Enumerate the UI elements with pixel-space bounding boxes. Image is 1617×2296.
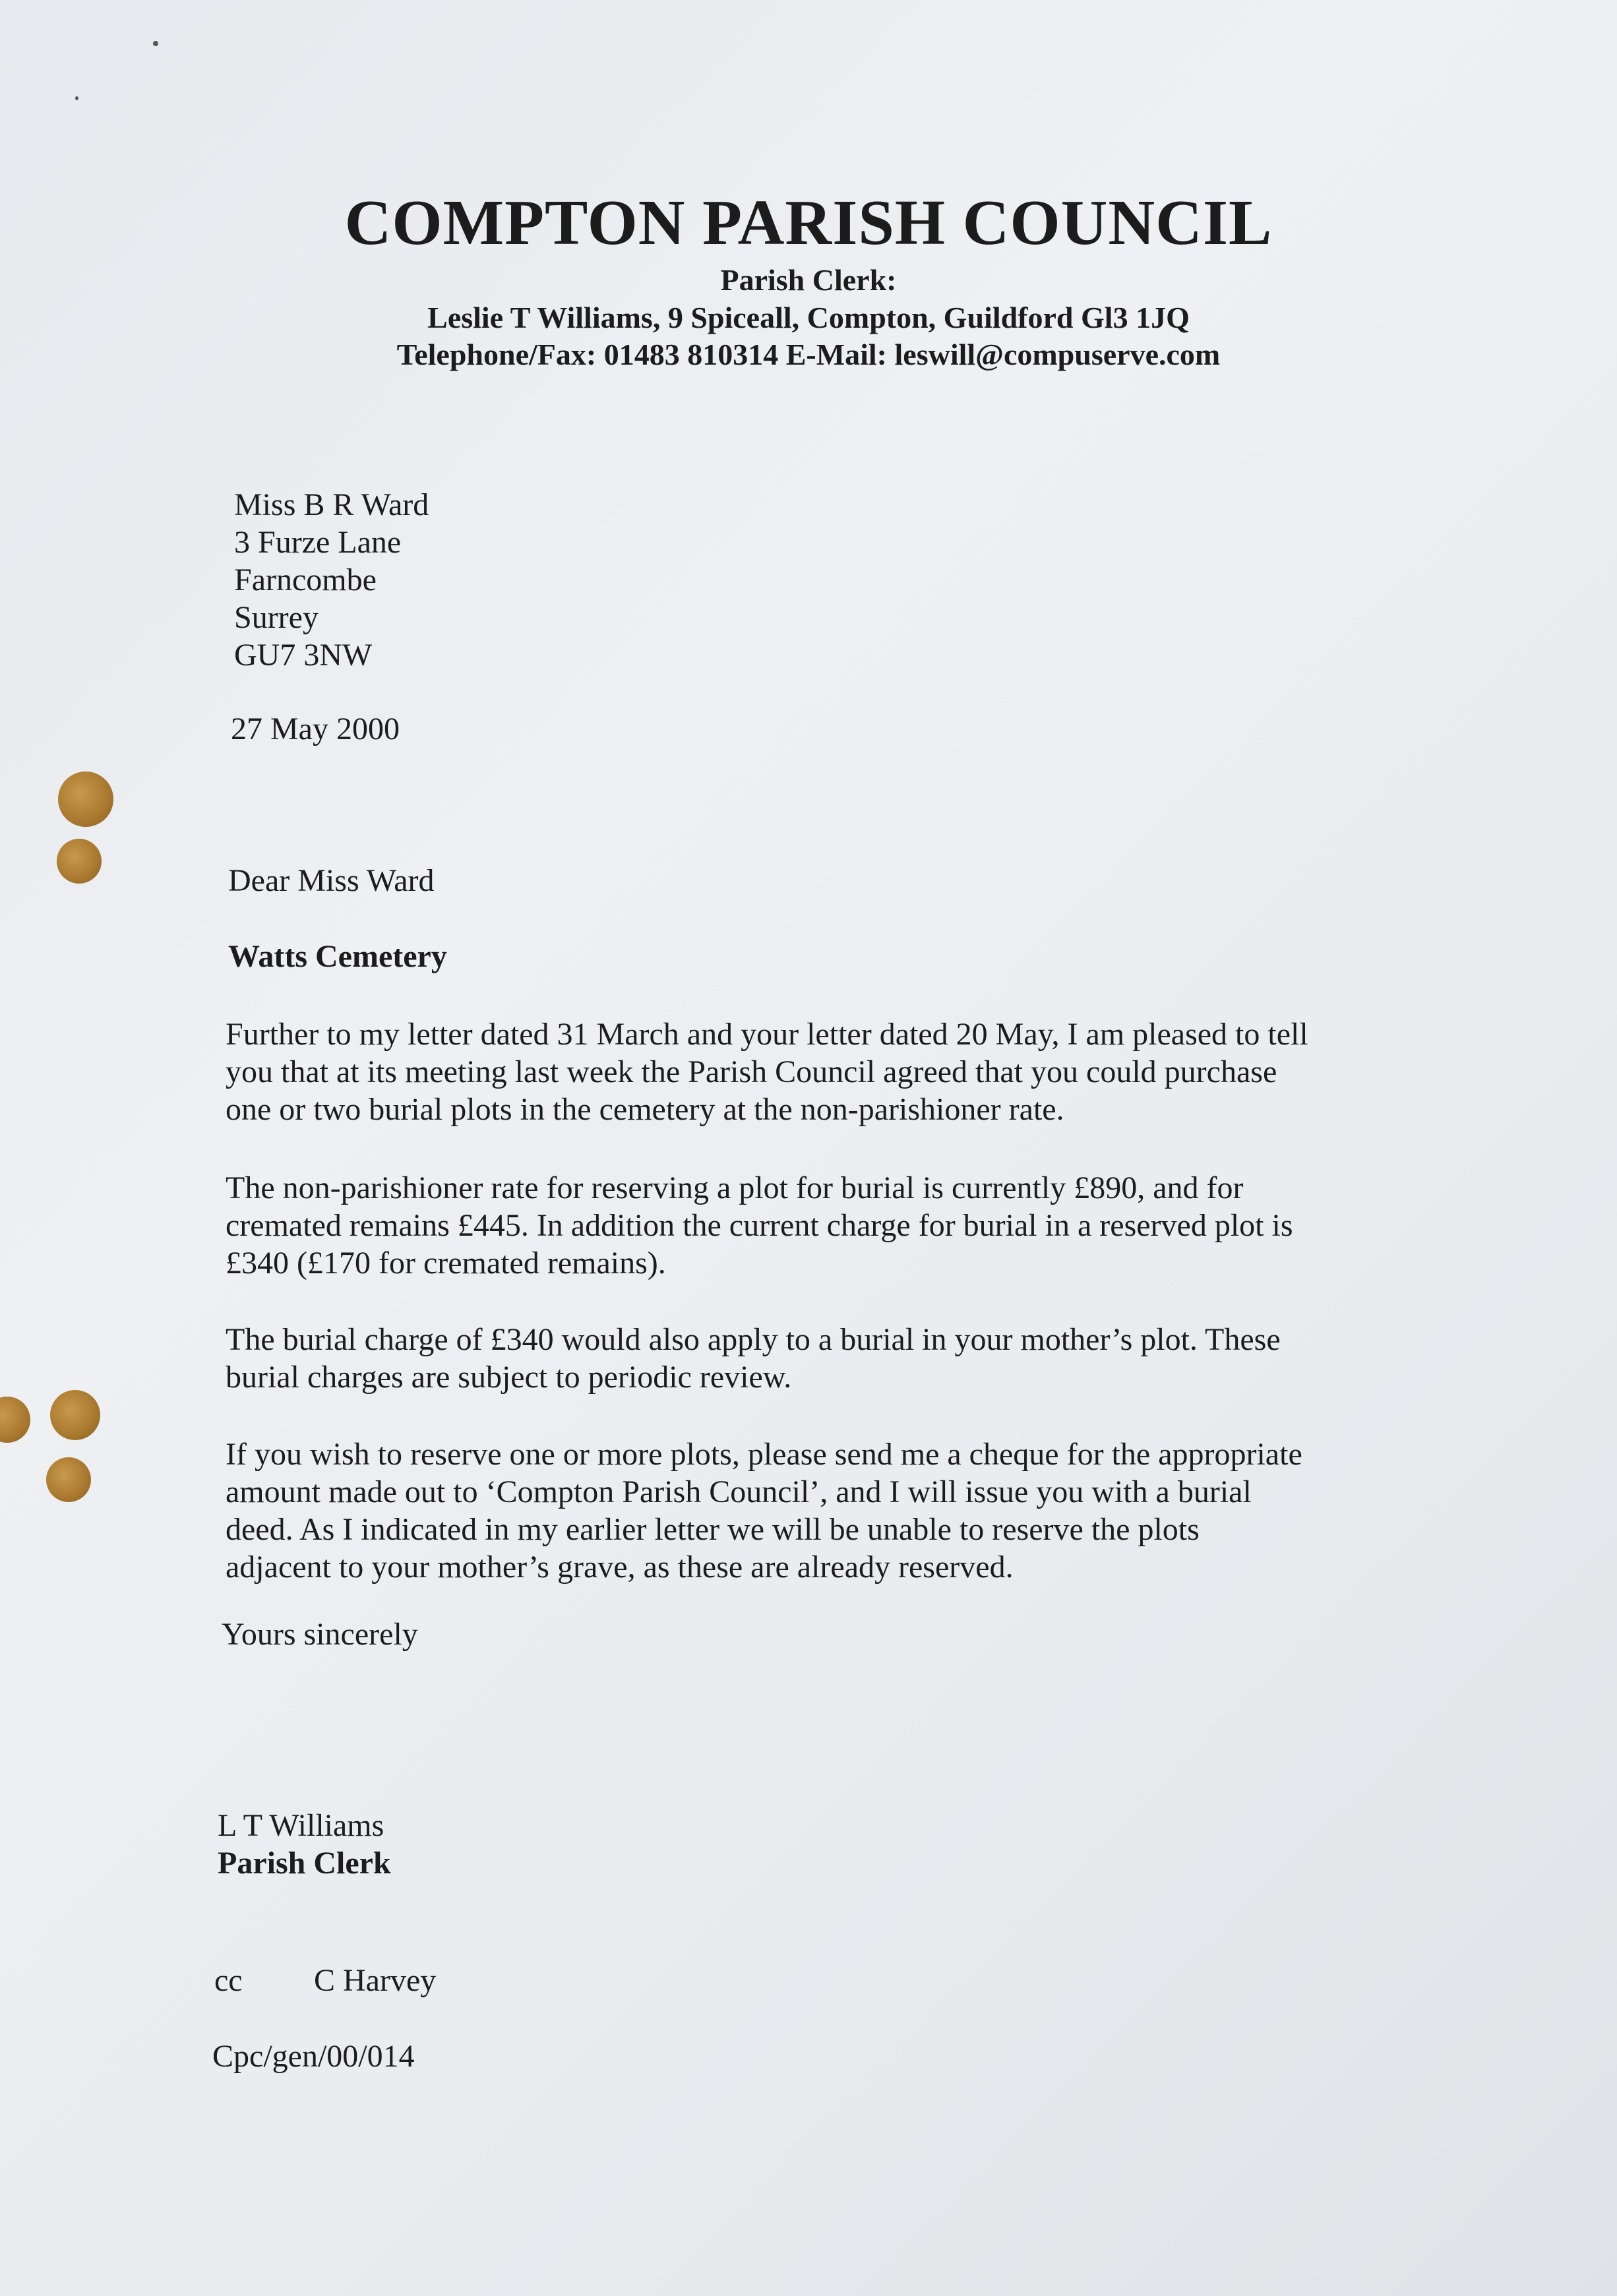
paragraph-line: £340 (£170 for cremated remains). xyxy=(226,1246,666,1281)
paragraph-line: deed. As I indicated in my earlier letter we will be unable to reserve the plots xyxy=(226,1512,1200,1547)
letter-date: 27 May 2000 xyxy=(231,711,400,746)
clerk-label: Parish Clerk: xyxy=(720,263,897,297)
body-paragraph xyxy=(226,1321,1432,1396)
punch-hole xyxy=(58,771,113,827)
paragraph-line: The non-parishioner rate for reserving a plot for burial is currently £890, and for xyxy=(226,1170,1244,1205)
paragraph-line: Further to my letter dated 31 March and your letter dated 20 May, I am pleased to tell xyxy=(226,1017,1308,1052)
cc-label: cc xyxy=(214,1963,243,1998)
recipient-address xyxy=(234,486,429,674)
salutation: Dear Miss Ward xyxy=(228,863,435,898)
paragraph-line: one or two burial plots in the cemetery at the non-parishioner rate. xyxy=(226,1092,1064,1127)
paragraph-line: cremated remains £445. In addition the current charge for burial in a reserved plot is xyxy=(226,1208,1293,1243)
paragraph-line: adjacent to your mother’s grave, as these are already reserved. xyxy=(226,1550,1014,1585)
clerk-address: Leslie T Williams, 9 Spiceall, Compton, Guildford Gl3 1JQ xyxy=(427,301,1190,334)
recipient-town: Farncombe xyxy=(234,562,377,597)
recipient-county: Surrey xyxy=(234,600,319,635)
paper-speck xyxy=(75,96,78,100)
closing: Yours sincerely xyxy=(222,1617,418,1652)
recipient-postcode: GU7 3NW xyxy=(234,638,373,673)
reference-code: Cpc/gen/00/014 xyxy=(212,2039,415,2074)
paper-speck xyxy=(153,41,158,46)
punch-hole xyxy=(50,1390,100,1440)
punch-hole xyxy=(57,839,102,884)
recipient-name: Miss B R Ward xyxy=(234,487,429,522)
paragraph-line: If you wish to reserve one or more plots, please send me a cheque for the appropriate xyxy=(226,1437,1302,1472)
signatory-title: Parish Clerk xyxy=(218,1846,391,1881)
recipient-street: 3 Furze Lane xyxy=(234,525,402,560)
paragraph-line: you that at its meeting last week the Parish Council agreed that you could purchase xyxy=(226,1054,1277,1089)
council-title: COMPTON PARISH COUNCIL xyxy=(344,187,1273,258)
paragraph-line: amount made out to ‘Compton Parish Council’, and I will issue you with a burial xyxy=(226,1474,1252,1509)
body-paragraph xyxy=(226,1015,1432,1128)
punch-hole xyxy=(0,1397,30,1443)
cc-name: C Harvey xyxy=(314,1963,437,1998)
body-paragraph xyxy=(226,1435,1432,1586)
punch-hole xyxy=(46,1457,91,1502)
signatory-name: L T Williams xyxy=(218,1808,384,1843)
paragraph-line: burial charges are subject to periodic review. xyxy=(226,1360,792,1395)
subject-heading: Watts Cemetery xyxy=(228,939,447,974)
clerk-contact: Telephone/Fax: 01483 810314 E-Mail: leswill@compuserve.com xyxy=(396,338,1221,371)
paragraph-line: The burial charge of £340 would also apply to a burial in your mother’s plot. These xyxy=(226,1322,1281,1357)
body-paragraph xyxy=(226,1169,1432,1282)
